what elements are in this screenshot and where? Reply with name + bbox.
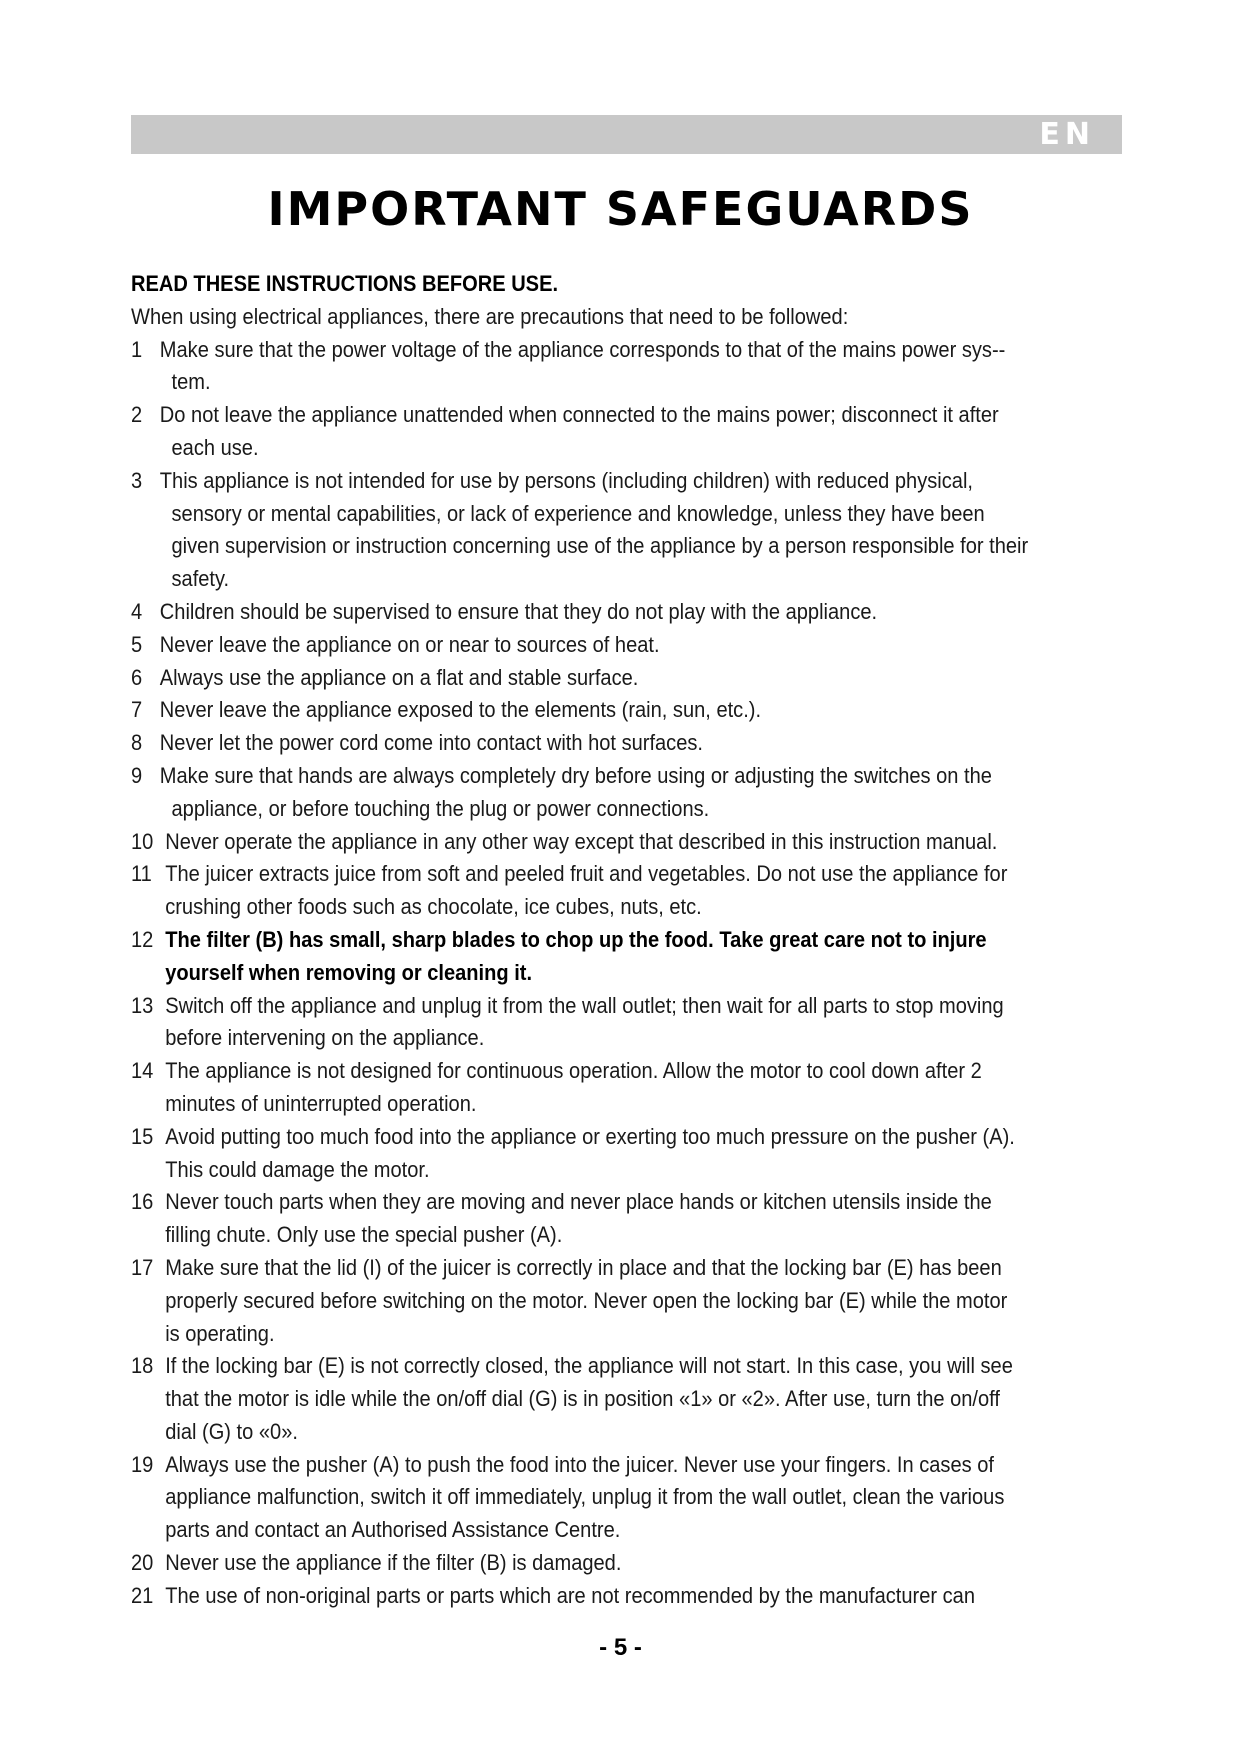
list-item xyxy=(131,1449,1031,1547)
list-item-line: crushing other foods such as chocolate, ice cubes, nuts, etc. xyxy=(165,894,702,920)
list-item-line: The appliance is not designed for continuous operation. Allow the motor to cool down after 2 xyxy=(165,1058,982,1084)
read-instructions-heading: READ THESE INSTRUCTIONS BEFORE USE. xyxy=(131,271,559,296)
list-item-text xyxy=(165,1547,1031,1580)
list-item-line: The juicer extracts juice from soft and peeled fruit and vegetables. Do not use the appliance for xyxy=(165,861,1008,887)
list-item-line: that the motor is idle while the on/off dial (G) is in position «1» or «2». After use, turn the on/off xyxy=(165,1386,1000,1412)
list-item-number: 18 xyxy=(131,1353,154,1379)
list-item-text xyxy=(160,596,1031,629)
list-item-number: 10 xyxy=(131,828,154,854)
list-item-text xyxy=(160,334,1031,400)
list-item-line: Make sure that hands are always completely dry before using or adjusting the switches on the xyxy=(159,762,992,788)
list-item-line: Never use the appliance if the filter (B) is damaged. xyxy=(165,1550,622,1576)
list-item-line: Never leave the appliance on or near to sources of heat. xyxy=(159,631,660,657)
safeguards-list xyxy=(131,334,1031,1613)
list-item-text xyxy=(160,399,1031,465)
list-item-line: is operating. xyxy=(165,1320,275,1346)
list-item xyxy=(131,760,1031,826)
list-item xyxy=(131,924,1031,990)
list-item xyxy=(131,629,1031,662)
list-item-line: Never leave the appliance exposed to the elements (rain, sun, etc.). xyxy=(159,697,762,723)
list-item-line: given supervision or instruction concerning use of the appliance by a person responsible for their xyxy=(171,533,1029,559)
list-item xyxy=(131,399,1031,465)
list-item-text xyxy=(165,1580,1031,1613)
list-item-line: Never operate the appliance in any other way except that described in this instruction manual. xyxy=(165,828,998,854)
list-item-number: 14 xyxy=(131,1058,154,1084)
list-item-line: sensory or mental capabilities, or lack of experience and knowledge, unless they have been xyxy=(171,500,985,526)
list-item-number: 1 xyxy=(131,336,143,362)
list-item-text xyxy=(165,1186,1031,1252)
list-item-text xyxy=(165,826,1031,859)
list-item-line: Make sure that the lid (I) of the juicer is correctly in place and that the locking bar (E) has been xyxy=(165,1254,1002,1280)
list-item-line: yourself when removing or cleaning it. xyxy=(165,959,533,985)
list-item-line: Never let the power cord come into contact with hot surfaces. xyxy=(159,730,703,756)
list-item-text xyxy=(165,1350,1031,1448)
list-item xyxy=(131,1350,1031,1448)
list-item-line: properly secured before switching on the motor. Never open the locking bar (E) while the motor xyxy=(165,1287,1008,1313)
list-item-line: Avoid putting too much food into the appliance or exerting too much pressure on the pusher (A). xyxy=(165,1123,1015,1149)
list-item xyxy=(131,858,1031,924)
list-item-number: 20 xyxy=(131,1550,154,1576)
list-item-line: If the locking bar (E) is not correctly closed, the appliance will not start. In this case, you will see xyxy=(165,1353,1013,1379)
list-item xyxy=(131,1547,1031,1580)
list-item-line: This could damage the motor. xyxy=(165,1156,430,1182)
list-item-number: 4 xyxy=(131,598,143,624)
list-item-number: 3 xyxy=(131,467,143,493)
list-item-line: parts and contact an Authorised Assistance Centre. xyxy=(165,1517,621,1543)
list-item-number: 5 xyxy=(131,631,143,657)
list-item-number: 17 xyxy=(131,1254,154,1280)
list-item-line: Make sure that the power voltage of the appliance corresponds to that of the mains power sys-- xyxy=(159,336,1006,362)
list-item-line: minutes of uninterrupted operation. xyxy=(165,1090,477,1116)
list-item-number: 8 xyxy=(131,730,143,756)
list-item-line: Always use the pusher (A) to push the food into the juicer. Never use your fingers. In cases of xyxy=(165,1451,994,1477)
list-item-line: Do not leave the appliance unattended when connected to the mains power; disconnect it after xyxy=(159,402,999,428)
list-item-line: each use. xyxy=(171,434,259,460)
list-item-text xyxy=(165,1449,1031,1547)
list-item-line: filling chute. Only use the special pusher (A). xyxy=(165,1222,563,1248)
list-item-line: Always use the appliance on a flat and stable surface. xyxy=(159,664,639,690)
list-item-line: The use of non-original parts or parts which are not recommended by the manufacturer can xyxy=(165,1582,976,1608)
list-item-text xyxy=(165,1121,1031,1187)
list-item-line: The filter (B) has small, sharp blades to chop up the food. Take great care not to injure xyxy=(165,926,987,952)
safeguards-content xyxy=(131,268,1031,1613)
list-item-number: 6 xyxy=(131,664,143,690)
list-item xyxy=(131,727,1031,760)
list-item-number: 19 xyxy=(131,1451,154,1477)
list-item-number: 12 xyxy=(131,926,154,952)
list-item-text xyxy=(160,465,1031,596)
list-item xyxy=(131,334,1031,400)
list-item-text xyxy=(165,924,1031,990)
page-title: IMPORTANT SAFEGUARDS xyxy=(267,182,974,236)
list-item-text xyxy=(160,629,1031,662)
list-item-number: 15 xyxy=(131,1123,154,1149)
list-item-line: Children should be supervised to ensure that they do not play with the appliance. xyxy=(159,598,878,624)
list-item xyxy=(131,694,1031,727)
list-item xyxy=(131,990,1031,1056)
list-item-line: appliance malfunction, switch it off immediately, unplug it from the wall outlet, clean the various xyxy=(165,1484,1005,1510)
list-item xyxy=(131,465,1031,596)
list-item xyxy=(131,1186,1031,1252)
page-number: - 5 - xyxy=(599,1634,642,1661)
list-item-line: before intervening on the appliance. xyxy=(165,1025,485,1051)
intro-text: When using electrical appliances, there are precautions that need to be followed: xyxy=(131,303,849,329)
list-item-text xyxy=(165,858,1031,924)
list-item-number: 2 xyxy=(131,402,143,428)
list-item-line: Never touch parts when they are moving and never place hands or kitchen utensils inside the xyxy=(165,1189,992,1215)
list-item-text xyxy=(165,1252,1031,1350)
list-item-text xyxy=(160,760,1031,826)
list-item-text xyxy=(160,662,1031,695)
list-item-line: safety. xyxy=(171,566,230,592)
list-item-line: This appliance is not intended for use by persons (including children) with reduced physical, xyxy=(159,467,973,493)
list-item xyxy=(131,826,1031,859)
list-item-number: 11 xyxy=(131,861,152,887)
list-item-line: dial (G) to «0». xyxy=(165,1418,298,1444)
list-item-line: appliance, or before touching the plug or power connections. xyxy=(171,795,710,821)
list-item xyxy=(131,1580,1031,1613)
language-header-bar xyxy=(131,115,1122,154)
language-code: EN xyxy=(1039,117,1095,152)
list-item xyxy=(131,596,1031,629)
list-item-text xyxy=(165,1055,1031,1121)
list-item-line: Switch off the appliance and unplug it from the wall outlet; then wait for all parts to stop moving xyxy=(165,992,1004,1018)
list-item-number: 21 xyxy=(131,1582,154,1608)
list-item xyxy=(131,1055,1031,1121)
list-item-number: 7 xyxy=(131,697,143,723)
list-item-number: 13 xyxy=(131,992,154,1018)
list-item-line: tem. xyxy=(171,369,211,395)
list-item-text xyxy=(165,990,1031,1056)
list-item-text xyxy=(160,727,1031,760)
list-item xyxy=(131,1252,1031,1350)
list-item-number: 16 xyxy=(131,1189,154,1215)
list-item xyxy=(131,662,1031,695)
list-item-text xyxy=(160,694,1031,727)
list-item-number: 9 xyxy=(131,762,143,788)
list-item xyxy=(131,1121,1031,1187)
